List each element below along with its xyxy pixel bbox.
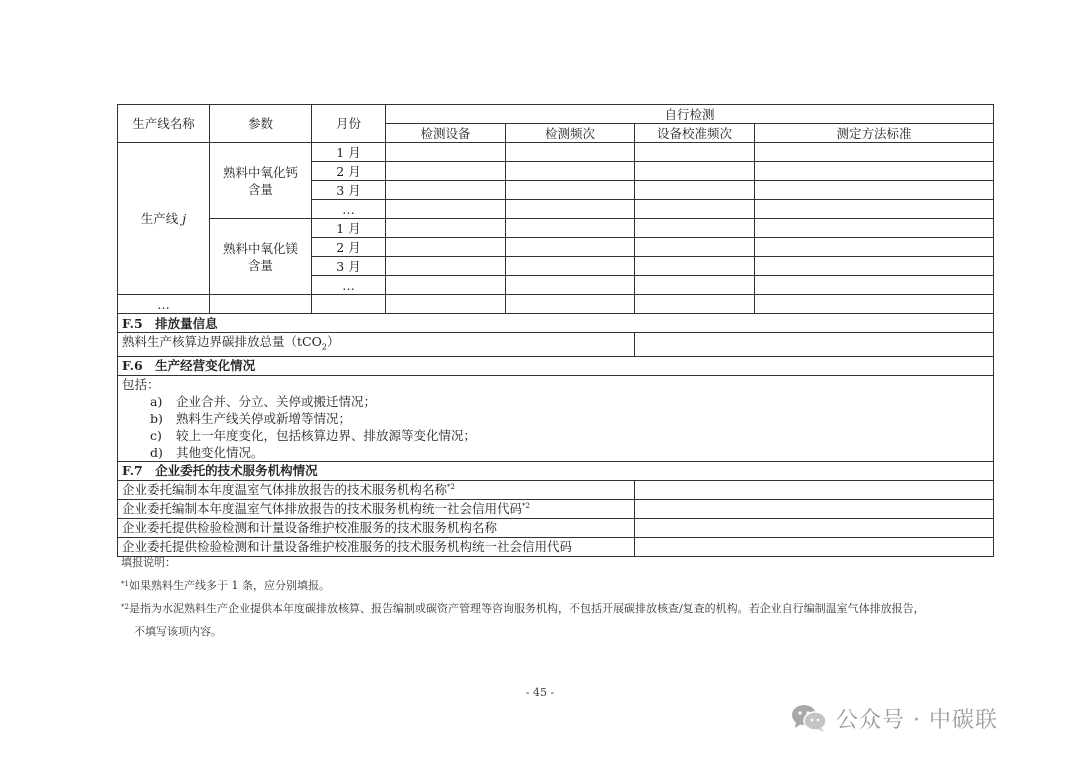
f7-value-cell[interactable] — [635, 480, 994, 499]
frequency-cell[interactable] — [506, 162, 635, 181]
list-item — [122, 444, 989, 461]
equipment-cell[interactable] — [386, 295, 506, 314]
month-cell: 3 月 — [312, 181, 386, 200]
list-item-text: 较上一年度变化，包括核算边界、排放源等变化情况； — [176, 427, 477, 443]
header-month: 月份 — [312, 105, 386, 143]
f7-label-text: 企业委托编制本年度温室气体排放报告的技术服务机构统一社会信用代码 — [122, 501, 523, 516]
list-item — [122, 393, 989, 410]
table-header-row — [118, 105, 994, 124]
f5-label-sub: 2 — [321, 342, 327, 352]
table-row — [118, 219, 994, 238]
list-item — [122, 410, 989, 427]
watermark — [790, 700, 998, 736]
calibration-cell[interactable] — [635, 295, 755, 314]
f7-value-cell[interactable] — [635, 518, 994, 537]
param-cao-line2: 含量 — [247, 181, 273, 197]
page-number: - 45 - — [525, 686, 555, 699]
month-cell: 2 月 — [312, 162, 386, 181]
list-item-mark: c) — [150, 427, 162, 443]
f5-label-close: ） — [326, 334, 340, 349]
list-item-mark: d) — [150, 444, 163, 460]
month-cell: 1 月 — [312, 143, 386, 162]
month-cell: … — [312, 276, 386, 295]
equipment-cell[interactable] — [386, 181, 506, 200]
f7-row-label — [118, 537, 635, 556]
table-row — [118, 295, 994, 314]
calibration-cell[interactable] — [635, 143, 755, 162]
month-cell: 3 月 — [312, 257, 386, 276]
equipment-cell[interactable] — [386, 257, 506, 276]
more-lines-cell: … — [118, 295, 210, 314]
calibration-cell[interactable] — [635, 276, 755, 295]
note-2-continued: 不填写该项内容。 — [134, 625, 222, 638]
frequency-cell[interactable] — [506, 276, 635, 295]
f7-value-cell[interactable] — [635, 537, 994, 556]
month-cell: 2 月 — [312, 238, 386, 257]
f6-intro: 包括： — [122, 376, 160, 392]
section-f7-title: F.7 企业委托的技术服务机构情况 — [118, 461, 994, 480]
section-f6-header — [118, 356, 994, 375]
param-cell[interactable] — [210, 295, 312, 314]
f7-label-text: 企业委托编制本年度温室气体排放报告的技术服务机构名称 — [122, 482, 448, 497]
f7-row-label — [118, 499, 635, 518]
f5-row-label — [118, 333, 635, 357]
note-2 — [121, 601, 991, 617]
notes-heading: 填报说明： — [121, 556, 176, 569]
param-mgo-line2: 含量 — [247, 257, 273, 273]
header-method-standard: 测定方法标准 — [755, 124, 994, 143]
equipment-cell[interactable] — [386, 276, 506, 295]
method-cell[interactable] — [755, 238, 994, 257]
f7-label-text: 企业委托提供检验检测和计量设备维护校准服务的技术服务机构名称 — [122, 520, 498, 535]
table-row — [118, 333, 994, 357]
equipment-cell[interactable] — [386, 219, 506, 238]
note-1-marker: *1 — [121, 580, 129, 588]
table-row — [118, 518, 994, 537]
table-row — [118, 499, 994, 518]
header-calibration-frequency: 设备校准频次 — [635, 124, 755, 143]
month-cell: … — [312, 200, 386, 219]
note-2-text: 是指为水泥熟料生产企业提供本年度碳排放核算、报告编制或碳资产管理等咨询服务机构，不包括开展碳排放核查/复查的机构。若企业自行编制温室气体排放报告， — [128, 602, 925, 615]
calibration-cell[interactable] — [635, 257, 755, 276]
f5-value-cell[interactable] — [635, 333, 994, 357]
list-item-mark: a) — [150, 393, 163, 409]
method-cell[interactable] — [755, 200, 994, 219]
section-f5-title: F.5 排放量信息 — [118, 314, 994, 333]
method-cell[interactable] — [755, 295, 994, 314]
section-f6-title: F.6 生产经营变化情况 — [118, 356, 994, 375]
month-cell[interactable] — [312, 295, 386, 314]
form-sheet — [117, 104, 993, 557]
frequency-cell[interactable] — [506, 238, 635, 257]
watermark-text: 公众号 · 中碳联 — [836, 707, 998, 733]
note-1-text: 如果熟料生产线多于 1 条，应分别填报。 — [128, 579, 330, 592]
calibration-cell[interactable] — [635, 238, 755, 257]
method-cell[interactable] — [755, 276, 994, 295]
equipment-cell[interactable] — [386, 143, 506, 162]
f7-label-footnote: *2 — [447, 483, 455, 491]
f7-row-label — [118, 518, 635, 537]
header-line-name: 生产线名称 — [118, 105, 210, 143]
calibration-cell[interactable] — [635, 200, 755, 219]
method-cell[interactable] — [755, 181, 994, 200]
production-line-var: j — [182, 211, 187, 226]
method-cell[interactable] — [755, 143, 994, 162]
monitoring-table — [117, 104, 994, 557]
frequency-cell[interactable] — [506, 200, 635, 219]
param-mgo-line1: 熟料中氧化镁 — [222, 240, 298, 256]
equipment-cell[interactable] — [386, 238, 506, 257]
list-item-text: 其他变化情况。 — [176, 444, 264, 460]
table-row — [118, 480, 994, 499]
f5-label-text: 熟料生产核算边界碳排放总量（tCO — [122, 334, 322, 349]
equipment-cell[interactable] — [386, 200, 506, 219]
frequency-cell[interactable] — [506, 295, 635, 314]
calibration-cell[interactable] — [635, 219, 755, 238]
equipment-cell[interactable] — [386, 162, 506, 181]
param-mgo — [210, 219, 312, 295]
param-cao — [210, 143, 312, 219]
method-cell[interactable] — [755, 257, 994, 276]
header-frequency: 检测频次 — [506, 124, 635, 143]
section-f7-header — [118, 461, 994, 480]
table-row — [118, 537, 994, 556]
header-self-monitoring: 自行检测 — [386, 105, 994, 124]
method-cell[interactable] — [755, 219, 994, 238]
f7-row-label — [118, 480, 635, 499]
f7-label-text: 企业委托提供检验检测和计量设备维护校准服务的技术服务机构统一社会信用代码 — [122, 539, 573, 554]
list-item-text: 熟料生产线关停或新增等情况； — [176, 410, 352, 426]
note-1 — [121, 578, 991, 594]
method-cell[interactable] — [755, 162, 994, 181]
month-cell: 1 月 — [312, 219, 386, 238]
header-equipment: 检测设备 — [386, 124, 506, 143]
table-row — [118, 143, 994, 162]
list-item-text: 企业合并、分立、关停或搬迁情况； — [176, 393, 377, 409]
list-item-mark: b) — [150, 410, 163, 426]
wechat-logo-icon — [790, 703, 828, 733]
calibration-cell[interactable] — [635, 162, 755, 181]
calibration-cell[interactable] — [635, 181, 755, 200]
list-item — [122, 427, 989, 444]
filling-notes — [121, 555, 991, 647]
frequency-cell[interactable] — [506, 181, 635, 200]
production-line-label — [118, 143, 210, 295]
frequency-cell[interactable] — [506, 143, 635, 162]
frequency-cell[interactable] — [506, 257, 635, 276]
f7-value-cell[interactable] — [635, 499, 994, 518]
f6-content-cell[interactable] — [118, 375, 994, 461]
production-line-text: 生产线 — [140, 211, 179, 226]
note-2-marker: *2 — [121, 603, 129, 611]
f7-label-footnote: *2 — [522, 502, 530, 510]
section-f5-header — [118, 314, 994, 333]
f6-content-row — [118, 375, 994, 461]
frequency-cell[interactable] — [506, 219, 635, 238]
header-param: 参数 — [210, 105, 312, 143]
param-cao-line1: 熟料中氧化钙 — [222, 164, 298, 180]
